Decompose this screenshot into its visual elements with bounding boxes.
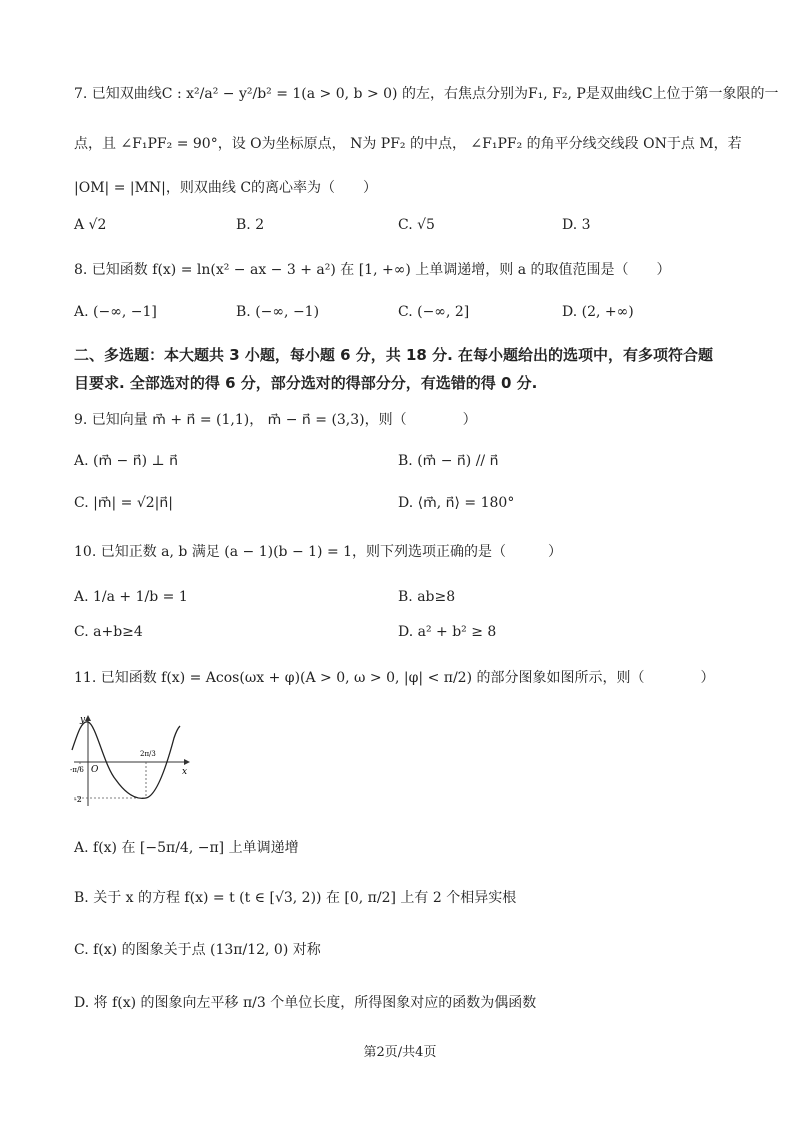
q8-option-d[interactable]: D. (2, +∞) [562, 304, 634, 320]
y-axis-label: y [80, 715, 86, 725]
section-heading-line1: 二、多选题：本大题共 3 小题，每小题 6 分，共 18 分. 在每小题给出的选项中，有多项符合题 [74, 346, 714, 364]
q8-option-b[interactable]: B. (−∞, −1) [236, 304, 320, 320]
q9-option-b[interactable]: B. (m⃗ − n⃗) // n⃗ [398, 453, 499, 469]
q7-option-d[interactable]: D. 3 [562, 217, 591, 233]
q8-option-a[interactable]: A. (−∞, −1] [74, 304, 157, 320]
q7-option-c[interactable]: C. √5 [398, 217, 435, 233]
q9-option-c[interactable]: C. |m⃗| = √2|n⃗| [74, 495, 173, 511]
q11-option-b[interactable]: B. 关于 x 的方程 f(x) = t (t ∈ [√3, 2)) 在 [0, π/2] 上有 2 个相异实根 [74, 890, 517, 906]
q7-stem-line3: |OM| = |MN|，则双曲线 C的离心率为（ ） [74, 180, 378, 196]
q8-option-c[interactable]: C. (−∞, 2] [398, 304, 470, 320]
q10-option-a[interactable]: A. 1/a + 1/b = 1 [74, 589, 188, 605]
page-footer: 第2页/共4页 [363, 1045, 437, 1060]
q11-option-a[interactable]: A. f(x) 在 [−5π/4, −π] 上单调递增 [74, 840, 299, 856]
q7-option-a[interactable]: A √2 [74, 217, 107, 233]
q9-option-a[interactable]: A. (m⃗ − n⃗) ⊥ n⃗ [74, 453, 179, 469]
q10-option-b[interactable]: B. ab≥8 [398, 589, 456, 605]
x-axis-arrow [184, 759, 190, 765]
q11-option-c[interactable]: C. f(x) 的图象关于点 (13π/12, 0) 对称 [74, 942, 321, 958]
q9-stem: 9. 已知向量 m⃗ + n⃗ = (1,1)， m⃗ − n⃗ = (3,3)，则（ ） [74, 412, 477, 428]
q10-option-d[interactable]: D. a² + b² ≥ 8 [398, 624, 497, 640]
q7-stem-line1: 7. 已知双曲线C : x²/a² − y²/b² = 1(a > 0, b > 0) 的左，右焦点分别为F₁, F₂, P是双曲线C上位于第一象限的一 [74, 86, 779, 102]
q11-stem: 11. 已知函数 f(x) = Acos(ωx + φ)(A > 0, ω > 0, |φ| < π/2) 的部分图象如图所示，则（ ） [74, 670, 715, 686]
y-axis-arrow [85, 715, 91, 721]
origin-label: O [91, 765, 99, 775]
q9-option-d[interactable]: D. ⟨m⃗, n⃗⟩ = 180° [398, 495, 515, 511]
q7-stem-line2: 点，且 ∠F₁PF₂ = 90°，设 O为坐标原点， N为 PF₂ 的中点， ∠F₁PF₂ 的角平分线交线段 ON于点 M，若 [74, 136, 742, 152]
tick-left: -π/6 [70, 766, 84, 774]
q10-stem: 10. 已知正数 a, b 满足 (a − 1)(b − 1) = 1，则下列选项正确的是（ ） [74, 544, 563, 560]
min-label: -2 [74, 795, 82, 804]
q11-cosine-graph [70, 710, 200, 810]
tick-right: 2π/3 [140, 750, 156, 758]
q7-option-b[interactable]: B. 2 [236, 217, 265, 233]
q11-option-d[interactable]: D. 将 f(x) 的图象向左平移 π/3 个单位长度，所得图象对应的函数为偶函数 [74, 995, 537, 1011]
q10-option-c[interactable]: C. a+b≥4 [74, 624, 143, 640]
section-heading-line2: 目要求. 全部选对的得 6 分，部分选对的得部分分，有选错的得 0 分. [74, 374, 538, 392]
x-axis-label: x [182, 767, 188, 777]
q8-stem: 8. 已知函数 f(x) = ln(x² − ax − 3 + a²) 在 [1, +∞) 上单调递增，则 a 的取值范围是（ ） [74, 262, 671, 278]
